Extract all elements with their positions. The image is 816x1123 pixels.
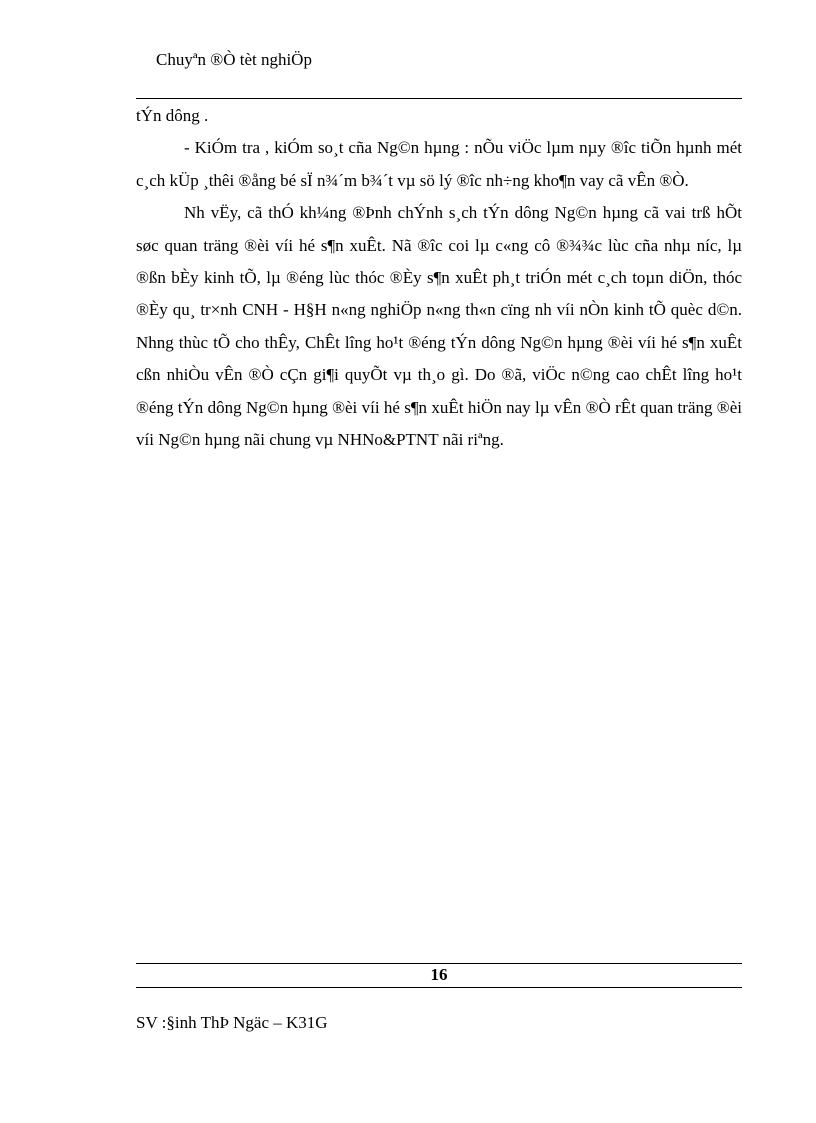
footer-student-name: SV :§inh ThÞ Ngäc – K31G xyxy=(136,1013,328,1032)
paragraph-inspection: - KiÓm tra , kiÓm so¸t cña Ng©n hµng : nÕu viÖc lµm nµy ®îc tiÕn hµnh mét c¸ch kÜp ¸thêi ®ång bé sÏ n¾´m b¾´t vµ sö lý ®îc nh÷ng kho¶n vay cã vÊn ®Ò. xyxy=(136,138,742,190)
paragraph-conclusion: Nh vËy, cã thÓ kh¼ng ®Þnh chÝnh s¸ch tÝn dông Ng©n hµng cã vai trß hÕt søc quan träng ®èi víi hé s¶n xuÊt. Nã ®îc coi lµ c«ng cô ®¾¾c lùc cña nhµ níc, lµ ®ßn bÈy kinh tÕ, lµ ®éng lùc thóc ®Èy s¶n xuÊt ph¸t triÓn mét c¸ch toµn diÖn, thóc ®Èy qu¸ tr×nh CNH - H§H n«ng nghiÖp n«ng th«n cïng nh víi nÒn kinh tÕ quèc d©n. Nhng thùc tÕ cho thÊy, ChÊt lîng ho¹t ®éng tÝn dông Ng©n hµng ®èi víi hé s¶n xuÊt cßn nhiÒu vÊn ®Ò cÇn gi¶i quyÕt vµ th¸o gì. Do ®ã, viÖc n©ng cao chÊt lîng ho¹t ®éng tÝn dông Ng©n hµng ®èi víi hé s¶n xuÊt hiÖn nay lµ vÊn ®Ò rÊt quan träng ®èi víi Ng©n hµng nãi chung vµ NHNo&PTNT nãi riªng. xyxy=(136,203,742,450)
document-body xyxy=(136,100,742,456)
header-divider xyxy=(136,98,742,99)
paragraph-continuation: tÝn dông . xyxy=(136,106,209,125)
page-number: 16 xyxy=(430,965,448,984)
page-header-title: Chuyªn ®Ò tèt nghiÖp xyxy=(156,50,312,69)
footer-divider-bottom xyxy=(136,987,742,988)
